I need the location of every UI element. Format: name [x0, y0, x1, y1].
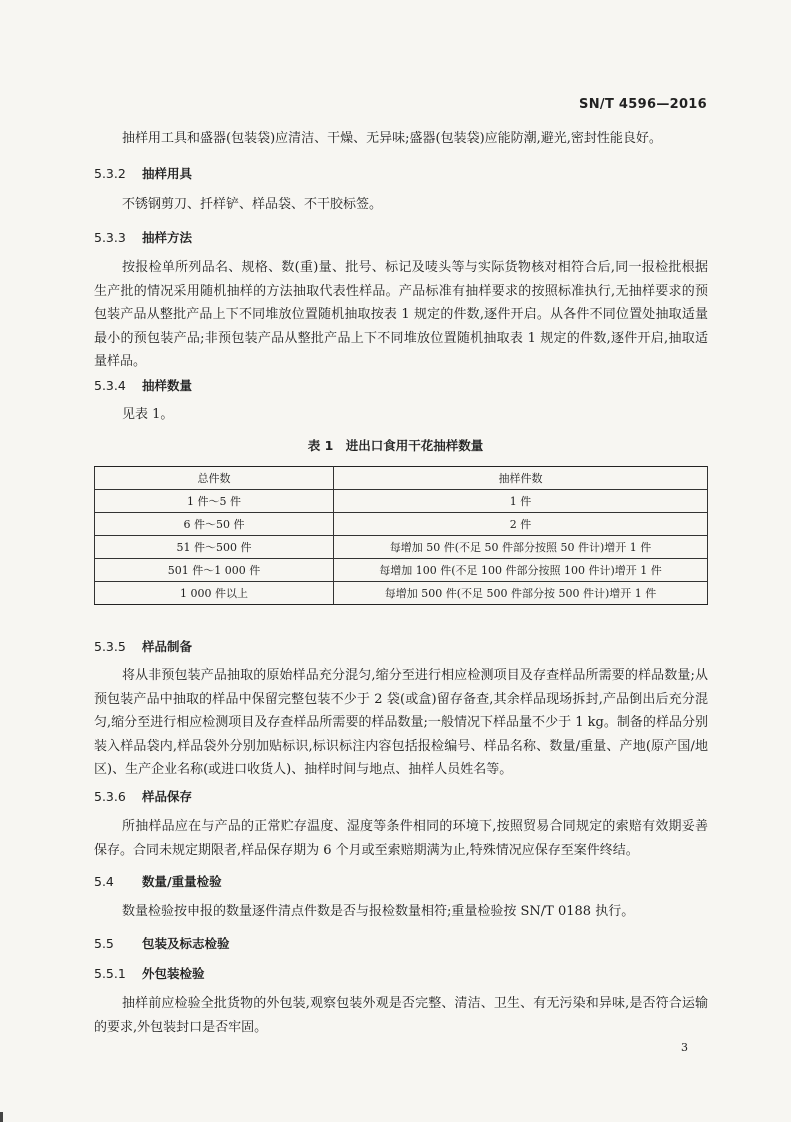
- sampling-quantity-table: [94, 466, 708, 605]
- table-cell: 1 000 件以上: [95, 582, 334, 605]
- table-header-row: [95, 467, 708, 490]
- section-5-3-4-heading: [94, 376, 192, 394]
- section-5-4-heading: [94, 872, 222, 890]
- section-5-3-3-text: 按报检单所列品名、规格、数(重)量、批号、标记及唛头等与实际货物核对相符合后,同一报检批根据生产批的情况采用随机抽样的方法抽取代表性样品。产品标准有抽样要求的按照标准执行,无抽样要求的预包装产品从整批产品上下不同堆放位置随机抽取按表 1 规定的件数,逐件开启。从各件不同位置处抽取适量最小的预包装产品;非预包装产品从整批产品上下不同堆放位置随机抽取表 1 规定的件数,逐件开启,抽取适量样品。: [94, 260, 708, 369]
- column-header-total: 总件数: [95, 467, 334, 490]
- table-cell: 6 件～50 件: [95, 513, 334, 536]
- section-number: 5.3.6: [94, 789, 126, 804]
- section-title: 样品制备: [142, 639, 193, 654]
- section-number: 5.3.3: [94, 230, 126, 245]
- section-title: 抽样用具: [142, 166, 193, 181]
- section-number: 5.3.4: [94, 378, 126, 393]
- section-5-3-5-text: 将从非预包装产品抽取的原始样品充分混匀,缩分至进行相应检测项目及存查样品所需要的样品数量;从预包装产品中抽取的样品中保留完整包装不少于 2 袋(或盒)留存备查,其余样品现场拆封,产品倒出后充分混匀,缩分至进行相应检测项目及存查样品所需要的样品数量;一般情况下样品量不少于 1 kg。制备的样品分别装入样品袋内,样品袋外分别加贴标识,标识标注内容包括报检编号、样品名称、数量/重量、产地(原产国/地区)、生产企业名称(或进口收货人)、抽样时间与地点、抽样人员姓名等。: [94, 668, 708, 777]
- section-5-3-6-text: 所抽样品应在与产品的正常贮存温度、湿度等条件相同的环境下,按照贸易合同规定的索赔有效期妥善保存。合同未规定期限者,样品保存期为 6 个月或至索赔期满为止,特殊情况应保存至案件终结。: [94, 819, 708, 858]
- table-cell: 每增加 100 件(不足 100 件部分按照 100 件计)增开 1 件: [334, 559, 708, 582]
- section-5-5-1-text: 抽样前应检验全批货物的外包装,观察包装外观是否完整、清洁、卫生、有无污染和异味,是否符合运输的要求,外包装封口是否牢固。: [94, 996, 708, 1035]
- section-5-5-heading: [94, 934, 230, 952]
- table-1-title: 表 1 进出口食用干花抽样数量: [307, 438, 484, 453]
- table-row: [95, 490, 708, 513]
- table-cell: 每增加 50 件(不足 50 件部分按照 50 件计)增开 1 件: [334, 536, 708, 559]
- section-number: 5.3.5: [94, 639, 126, 654]
- table-cell: 2 件: [334, 513, 708, 536]
- standard-code: SN/T 4596—2016: [579, 97, 707, 112]
- table-row: [95, 582, 708, 605]
- section-5-4-text: 数量检验按申报的数量逐件清点件数是否与报检数量相符;重量检验按 SN/T 0188 执行。: [122, 904, 635, 919]
- section-5-3-6-heading: [94, 787, 192, 805]
- section-5-3-4-text: 见表 1。: [122, 407, 174, 422]
- section-number: 5.5.1: [94, 966, 126, 981]
- section-5-3-2-heading: [94, 164, 192, 182]
- section-title: 样品保存: [142, 789, 193, 804]
- section-number: 5.4: [94, 874, 114, 889]
- table-cell: 501 件～1 000 件: [95, 559, 334, 582]
- section-title: 包装及标志检验: [142, 936, 230, 951]
- table-row: [95, 513, 708, 536]
- section-title: 外包装检验: [142, 966, 205, 981]
- section-title: 数量/重量检验: [142, 874, 222, 889]
- scan-edge-mark: [0, 1112, 3, 1122]
- section-number: 5.5: [94, 936, 114, 951]
- section-5-3-5-heading: [94, 637, 192, 655]
- table-cell: 1 件: [334, 490, 708, 513]
- column-header-sample: 抽样件数: [334, 467, 708, 490]
- table-cell: 51 件～500 件: [95, 536, 334, 559]
- table-cell: 每增加 500 件(不足 500 件部分按 500 件计)增开 1 件: [334, 582, 708, 605]
- section-title: 抽样方法: [142, 230, 193, 245]
- table-row: [95, 559, 708, 582]
- section-5-5-1-heading: [94, 964, 205, 982]
- table-cell: 1 件～5 件: [95, 490, 334, 513]
- section-number: 5.3.2: [94, 166, 126, 181]
- section-title: 抽样数量: [142, 378, 193, 393]
- section-5-3-3-heading: [94, 228, 192, 246]
- table-row: [95, 536, 708, 559]
- page-number: 3: [681, 1041, 688, 1054]
- intro-paragraph: 抽样用工具和盛器(包装袋)应清洁、干燥、无异味;盛器(包装袋)应能防潮,避光,密封性能良好。: [122, 131, 662, 146]
- section-5-3-2-text: 不锈钢剪刀、扦样铲、样品袋、不干胶标签。: [122, 197, 383, 212]
